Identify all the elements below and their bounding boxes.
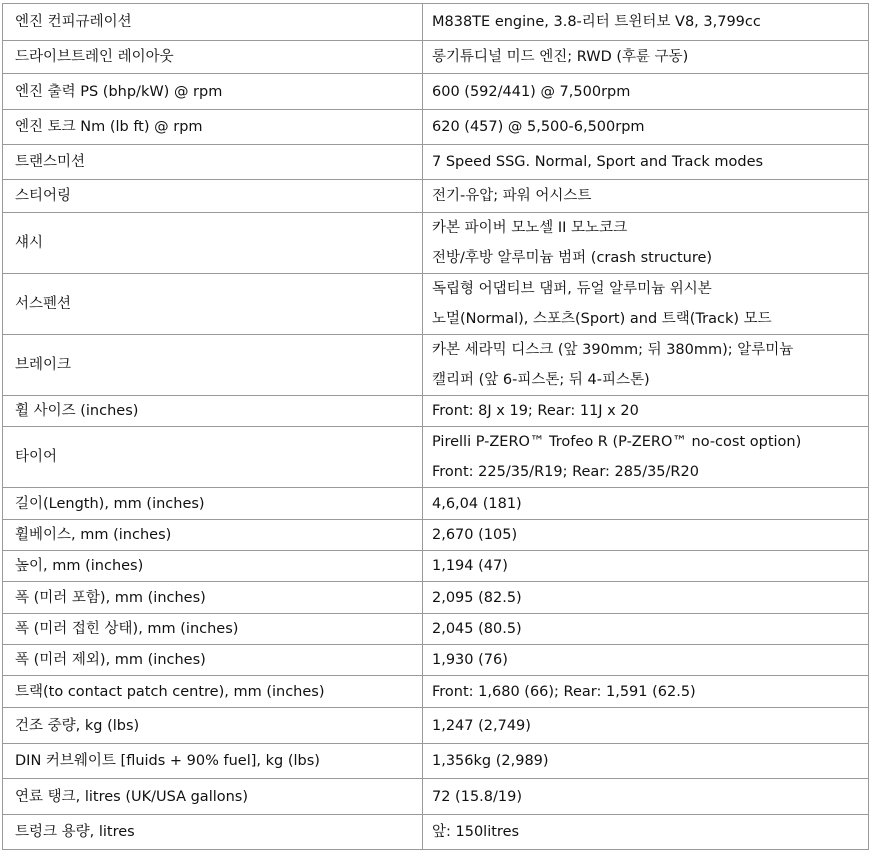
- spec-label: 길이(Length), mm (inches): [3, 488, 423, 520]
- table-row: [3, 645, 869, 676]
- table-row: [3, 676, 869, 708]
- table-row: [3, 4, 869, 41]
- spec-value: [423, 582, 869, 614]
- spec-value-line: 2,095 (82.5): [432, 589, 522, 606]
- spec-value-line: Front: 225/35/R19; Rear: 285/35/R20: [432, 464, 699, 480]
- spec-table: [2, 3, 869, 850]
- spec-value: [423, 74, 869, 110]
- table-row: [3, 614, 869, 645]
- spec-label: 엔진 출력 PS (bhp/kW) @ rpm: [3, 74, 423, 110]
- spec-table-body: [3, 4, 869, 850]
- spec-value: [423, 41, 869, 74]
- spec-label: 타이어: [3, 427, 423, 488]
- spec-value: [423, 335, 869, 396]
- spec-value-line: 620 (457) @ 5,500-6,500rpm: [432, 119, 645, 135]
- spec-label: 건조 중량, kg (lbs): [3, 708, 423, 744]
- spec-value-line: 72 (15.8/19): [432, 788, 522, 805]
- spec-value: [423, 744, 869, 779]
- spec-label: 섀시: [3, 213, 423, 274]
- spec-label: 휠베이스, mm (inches): [3, 520, 423, 551]
- spec-value: [423, 708, 869, 744]
- table-row: [3, 145, 869, 180]
- table-row: [3, 396, 869, 427]
- spec-value-line: 2,045 (80.5): [432, 621, 522, 637]
- spec-value: [423, 396, 869, 427]
- table-row: [3, 744, 869, 779]
- spec-value: [423, 145, 869, 180]
- spec-value-line: 카본 세라믹 디스크 (앞 390mm; 뒤 380mm); 알루미늄: [432, 342, 794, 358]
- spec-label: 엔진 컨피규레이션: [3, 4, 423, 41]
- table-row: [3, 488, 869, 520]
- spec-value-line: 앞: 150litres: [432, 824, 520, 840]
- spec-label: 트렁크 용량, litres: [3, 815, 423, 850]
- spec-label: 서스펜션: [3, 274, 423, 335]
- spec-value-line: Pirelli P-ZERO™ Trofeo R (P-ZERO™ no-cost option): [432, 434, 802, 450]
- table-row: [3, 582, 869, 614]
- spec-value: [423, 4, 869, 41]
- spec-value: [423, 213, 869, 274]
- spec-label: 폭 (미러 포함), mm (inches): [3, 582, 423, 614]
- spec-value-line: 노멀(Normal), 스포츠(Sport) and 트랙(Track) 모드: [432, 311, 772, 327]
- spec-value: [423, 427, 869, 488]
- spec-label: 브레이크: [3, 335, 423, 396]
- spec-value-line: 카본 파이버 모노셀 II 모노코크: [432, 220, 628, 236]
- table-row: [3, 551, 869, 582]
- table-row: [3, 74, 869, 110]
- spec-value: [423, 180, 869, 213]
- spec-label: 엔진 토크 Nm (lb ft) @ rpm: [3, 110, 423, 145]
- spec-value: [423, 614, 869, 645]
- table-row: [3, 213, 869, 274]
- spec-value: [423, 676, 869, 708]
- spec-value: [423, 645, 869, 676]
- spec-label: 폭 (미러 제외), mm (inches): [3, 645, 423, 676]
- table-row: [3, 41, 869, 74]
- spec-value: [423, 110, 869, 145]
- table-row: [3, 110, 869, 145]
- spec-value-line: 2,670 (105): [432, 527, 518, 543]
- table-row: [3, 335, 869, 396]
- spec-label: 폭 (미러 접힌 상태), mm (inches): [3, 614, 423, 645]
- spec-label: 연료 탱크, litres (UK/USA gallons): [3, 779, 423, 815]
- spec-label: DIN 커브웨이트 [fluids + 90% fuel], kg (lbs): [3, 744, 423, 779]
- spec-value-line: 1,930 (76): [432, 652, 508, 668]
- spec-label: 트랙(to contact patch centre), mm (inches): [3, 676, 423, 708]
- spec-label: 트랜스미션: [3, 145, 423, 180]
- table-row: [3, 779, 869, 815]
- table-row: [3, 708, 869, 744]
- spec-value: [423, 520, 869, 551]
- spec-value-line: 독립형 어댑티브 댐퍼, 듀얼 알루미늄 위시본: [432, 281, 712, 297]
- spec-label: 휠 사이즈 (inches): [3, 396, 423, 427]
- spec-value-line: 600 (592/441) @ 7,500rpm: [432, 83, 631, 100]
- spec-value-line: Front: 1,680 (66); Rear: 1,591 (62.5): [432, 683, 696, 700]
- spec-value-line: Front: 8J x 19; Rear: 11J x 20: [432, 403, 639, 419]
- spec-value-line: 1,356kg (2,989): [432, 753, 549, 769]
- table-row: [3, 274, 869, 335]
- spec-value-line: 전방/후방 알루미늄 범퍼 (crash structure): [432, 250, 713, 266]
- spec-value-line: 1,194 (47): [432, 558, 508, 574]
- spec-label: 높이, mm (inches): [3, 551, 423, 582]
- spec-value-line: 7 Speed SSG. Normal, Sport and Track modes: [432, 154, 764, 170]
- spec-value: [423, 779, 869, 815]
- table-row: [3, 815, 869, 850]
- table-row: [3, 520, 869, 551]
- spec-value: [423, 815, 869, 850]
- spec-value: [423, 274, 869, 335]
- spec-value: [423, 488, 869, 520]
- table-row: [3, 427, 869, 488]
- spec-label: 드라이브트레인 레이아웃: [3, 41, 423, 74]
- spec-value: [423, 551, 869, 582]
- spec-value-line: 캘리퍼 (앞 6-피스톤; 뒤 4-피스톤): [432, 372, 650, 388]
- table-row: [3, 180, 869, 213]
- spec-label: 스티어링: [3, 180, 423, 213]
- spec-value-line: 4,6,04 (181): [432, 495, 522, 512]
- spec-value-line: 전기-유압; 파워 어시스트: [432, 188, 592, 204]
- spec-value-line: 1,247 (2,749): [432, 717, 531, 734]
- spec-value-line: M838TE engine, 3.8-리터 트윈터보 V8, 3,799cc: [432, 14, 761, 30]
- spec-value-line: 롱기튜디널 미드 엔진; RWD (후륜 구동): [432, 49, 689, 65]
